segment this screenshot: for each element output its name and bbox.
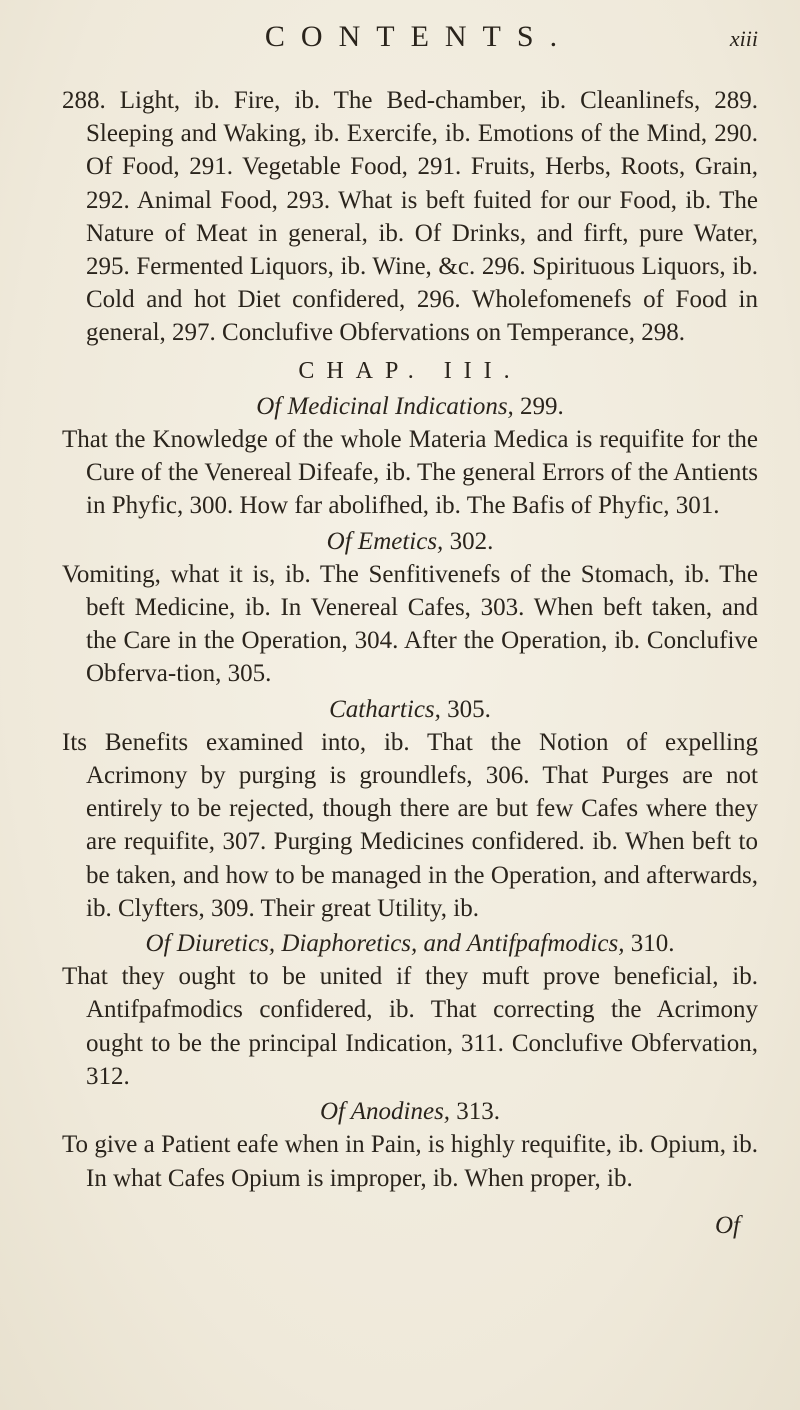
contents-text (62, 84, 758, 1242)
section-entries: That the Knowledge of the whole Materia Medica is requifite for the Cure of the Venereal Difeafe, ib. The general Errors of the Antients in Phyfic, 300. How far abolifhed, ib. The Bafis of Phyfic, 301. (62, 426, 758, 520)
section-entries: Vomiting, what it is, ib. The Senfitivenefs of the Stomach, ib. The beft Medicine, ib. In Venereal Cafes, 303. When beft taken, and the Care in the Operation, 304. After the Operation, ib. Conclufive Obferva-tion, 305. (62, 560, 758, 688)
section-heading-title: Cathartics, (329, 695, 441, 723)
section-heading-page: 302. (449, 527, 494, 555)
section-heading (62, 927, 758, 960)
section-heading-page: 313. (456, 1098, 501, 1126)
section-heading-page: 305. (447, 695, 491, 723)
catchword: Of (715, 1211, 740, 1239)
running-title: CONTENTS. (264, 20, 574, 53)
section-heading-page: 299. (520, 392, 564, 420)
page-header (120, 20, 758, 60)
section-heading-title: Of Emetics, (326, 527, 444, 555)
page-number: xiii (729, 26, 758, 51)
section-heading-title: Of Diuretics, Diaphoretics, and Antifpafmodics, (145, 930, 625, 958)
section-entries: That they ought to be united if they muft prove beneficial, ib. Antifpafmodics confidered, ib. That correcting the Acrimony ought to be the principal Indication, 311. Conclufive Obfervation, 312. (62, 963, 758, 1090)
section-heading (62, 390, 758, 423)
section-entries: To give a Patient eafe when in Pain, is highly requifite, ib. Opium, ib. In what Cafes Opium is improper, ib. When proper, ib. (62, 1131, 758, 1192)
section-heading (62, 1095, 758, 1128)
contents-entry-paragraph: 288. Light, ib. Fire, ib. The Bed-chamber, ib. Cleanlinefs, 289. Sleeping and Waking, ib. Exercife, ib. Emotions of the Mind, 290. Of Food, 291. Vegetable Food, 291. Fruits, Herbs, Roots, Grain, 292. Animal Food, 293. What is beft fuited for our Food, ib. The Nature of Meat in general, ib. Of Drinks, and firft, pure Water, 295. Fermented Liquors, ib. Wine, &c. 296. Spirituous Liquors, ib. Cold and hot Diet confidered, 296. Wholefomenefs of Food in general, 297. Conclufive Obfervations on Temperance, 298. (62, 87, 758, 347)
section-entries: Its Benefits examined into, ib. That the Notion of expelling Acrimony by purging is groundlefs, 306. That Purges are not entirely to be rejected, though there are but few Cafes where they are requifite, 307. Purging Medicines confidered. ib. When beft to be taken, and how to be managed in the Operation, and afterwards, ib. Clyfters, 309. Their great Utility, ib. (62, 728, 758, 922)
section-heading-title: Of Medicinal Indications, (256, 392, 514, 420)
section-heading-page: 310. (630, 930, 675, 958)
section-heading (62, 525, 758, 558)
section-heading-title: Of Anodines, (319, 1098, 451, 1126)
chapter-heading: CHAP. III. (298, 357, 522, 384)
section-heading (62, 693, 758, 726)
